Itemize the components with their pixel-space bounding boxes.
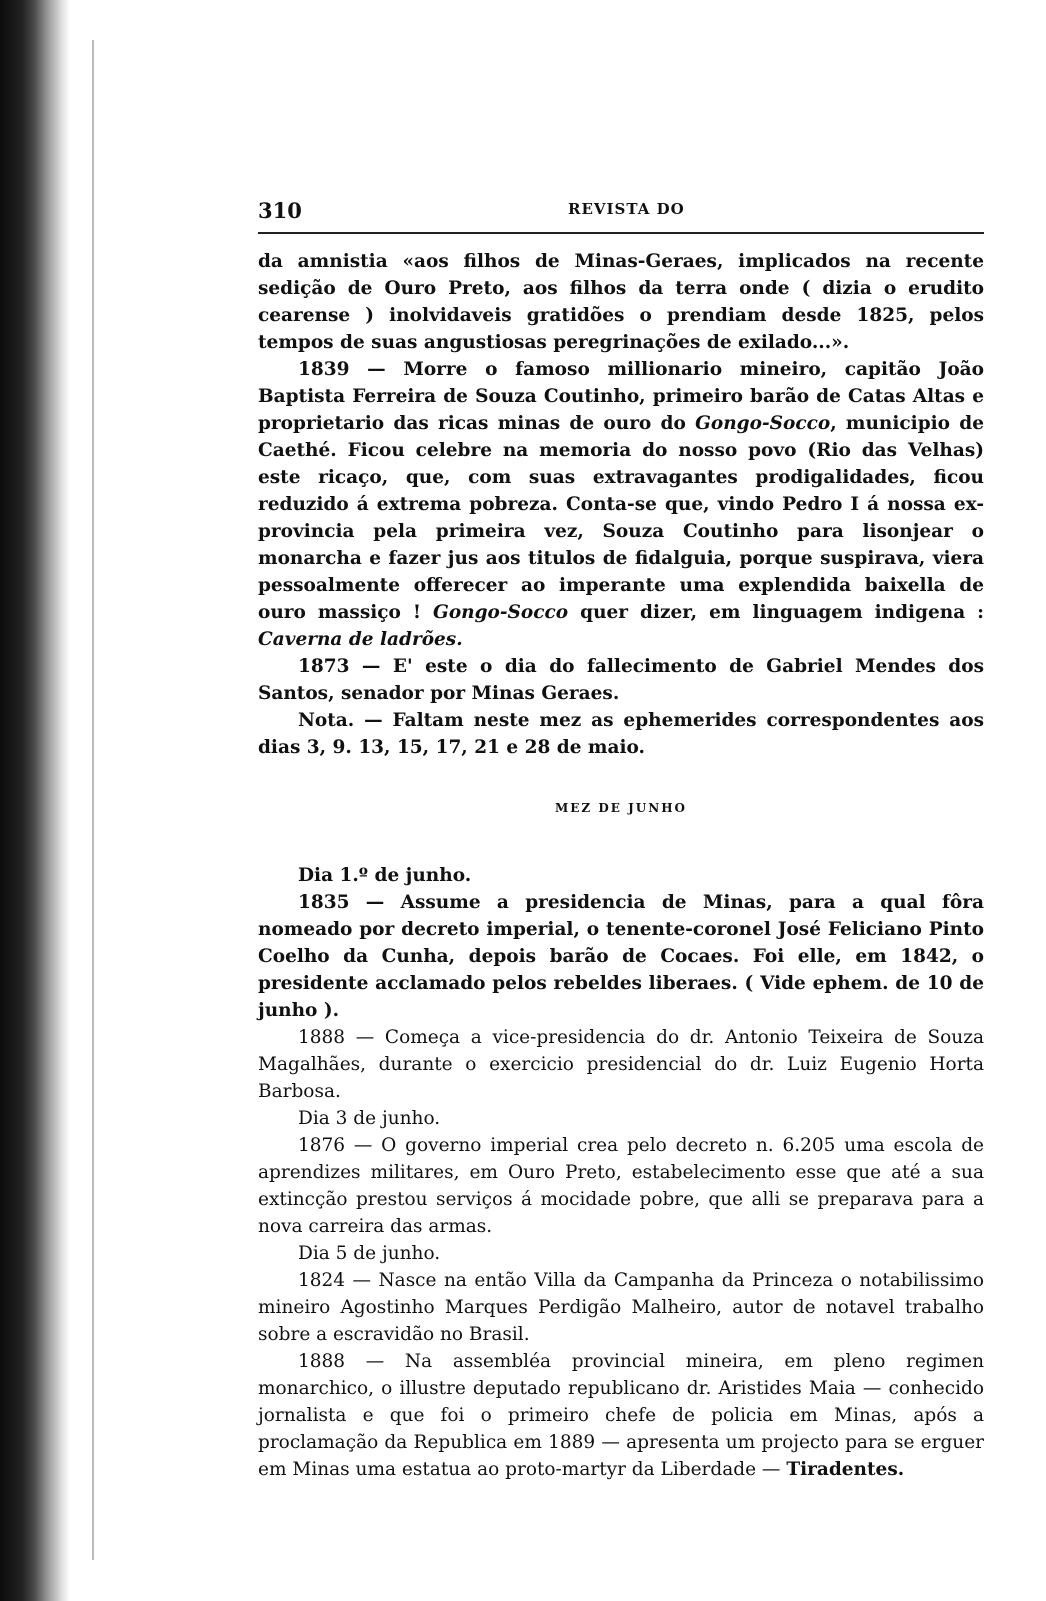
tiradentes: Tiradentes. [786,1459,905,1480]
header-rule [258,232,984,234]
paragraph-1888-assemblea [258,1348,984,1483]
date-heading-1-junho: Dia 1.º de junho. [298,865,472,886]
date-heading-5-junho: Dia 5 de junho. [298,1243,441,1264]
paragraph-nota: Nota. — Faltam neste mez as ephemerides correspondentes aos dias 3, 9. 13, 15, 17, 21 e 28 de maio. [258,710,984,758]
translation-caverna: Caverna de ladrões. [258,629,463,650]
place-name-gongo-socco-2: Gongo-Socco [433,602,569,623]
running-head: REVISTA DO [568,200,685,218]
paragraph-1835: 1835 — Assume a presidencia de Minas, para a qual fôra nomeado por decreto imperial, o tenente-coronel José Feliciano Pinto Coelho da Cunha, depois barão de Cocaes. Foi elle, em 1842, o presidente acclamado pelos rebeldes liberaes. ( Vide ephem. de 10 de junho ). [258,892,984,1021]
paragraph-1839 [258,356,984,653]
binding-shadow [0,0,70,1601]
body-text [258,248,984,1483]
paragraph-1839-part3: quer dizer, em linguagem indigena : [580,602,984,623]
section-heading: MEZ DE JUNHO [555,801,687,815]
page [250,0,990,1601]
binding-edge-line [92,40,94,1560]
paragraph-1876: 1876 — O governo imperial crea pelo decreto n. 6.205 uma escola de aprendizes militares, em Ouro Preto, estabelecimento esse que até a sua extincção prestou serviços á mocidade pobre, que alli se preparava para a nova carreira das armas. [258,1135,984,1237]
date-heading-3-junho: Dia 3 de junho. [298,1108,441,1129]
paragraph-1873: 1873 — E' este o dia do fallecimento de Gabriel Mendes dos Santos, senador por Minas Geraes. [258,656,984,704]
page-number: 310 [258,198,302,223]
page-header [258,198,984,228]
place-name-gongo-socco: Gongo-Socco [695,413,831,434]
paragraph-1888-assemblea-text: 1888 — Na assembléa provincial mineira, em pleno regimen monarchico, o illustre deputado republicano dr. Aristides Maia — conhecido jornalista e que foi o primeiro chefe de policia em Minas, após a proclamação da Republica em 1889 — apresenta um projecto para se erguer em Minas uma estatua ao proto-martyr da Liberdade — [258,1351,984,1480]
paragraph-1839-part1: 1839 — Morre o famoso millionario mineiro, capitão João Baptista Ferreira de Souza Coutinho, primeiro barão de Catas Altas e proprietario das ricas minas de ouro do [258,359,984,434]
paragraph-1839-part2: , municipio de Caethé. Ficou celebre na memoria do nosso povo (Rio das Velhas) este ricaço, que, com suas extravagantes prodigalidades, ficou reduzido á extrema pobreza. Conta-se que, vindo Pedro I á nossa ex-provincia pela primeira vez, Souza Coutinho para lisonjear o monarcha e fazer jus aos titulos de fidalguia, porque suspirava, viera pessoalmente offerecer ao imperante uma explendida baixella de ouro massiço ! [258,413,984,623]
paragraph-amnistia: da amnistia «aos filhos de Minas-Geraes, implicados na recente sedição de Ouro Preto, aos filhos da terra onde ( dizia o erudito cearense ) inolvidaveis gratidões o prendiam desde 1825, pelos tempos de suas angustiosas peregrinações de exilado...». [258,251,984,353]
paragraph-1824: 1824 — Nasce na então Villa da Campanha da Princeza o notabilissimo mineiro Agostinho Marques Perdigão Malheiro, autor de notavel trabalho sobre a escravidão no Brasil. [258,1270,984,1345]
paragraph-1888-vice-presidencia: 1888 — Começa a vice-presidencia do dr. Antonio Teixeira de Souza Magalhães, durante o exercicio presidencial do dr. Luiz Eugenio Horta Barbosa. [258,1027,984,1102]
